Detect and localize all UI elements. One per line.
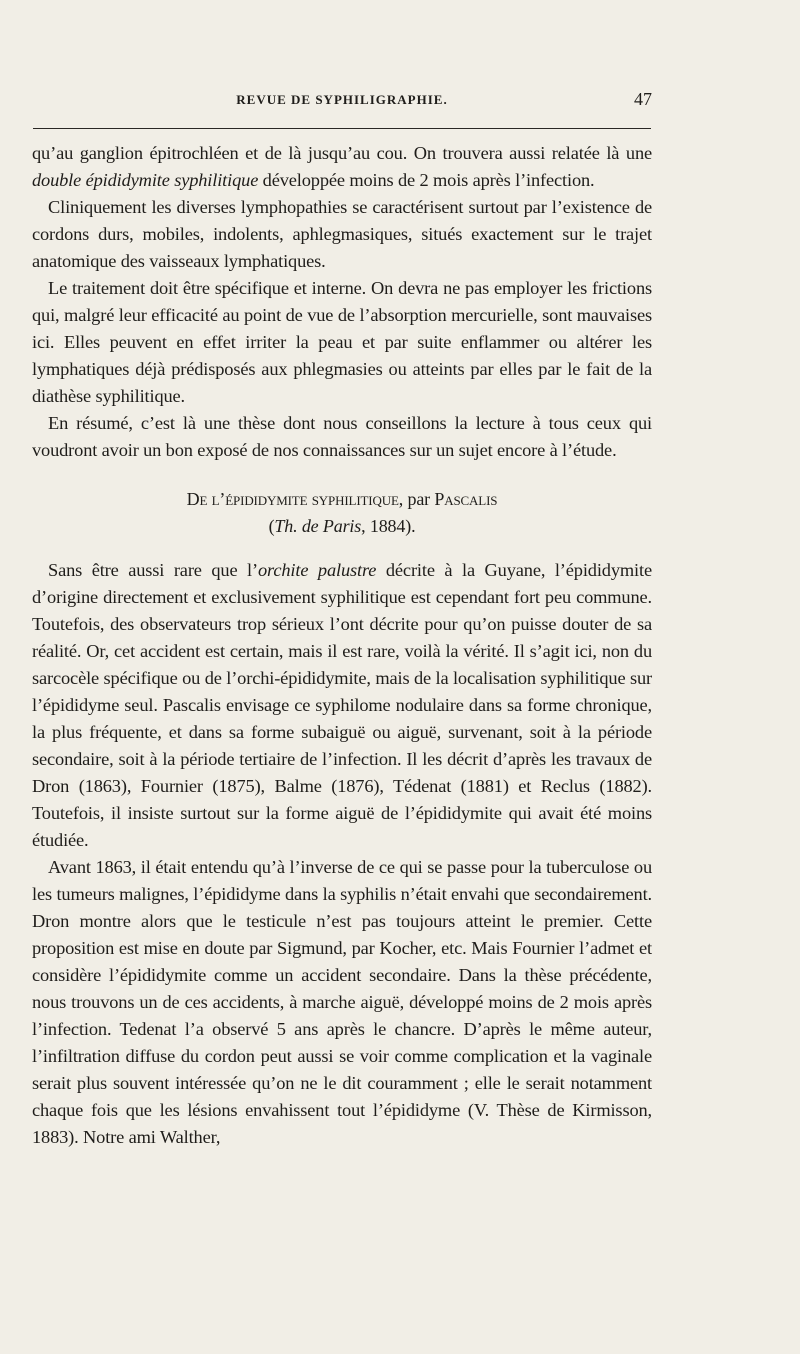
- running-title: REVUE DE SYPHILIGRAPHIE.: [236, 92, 448, 107]
- paragraph-5-text-b: décrite à la Guyane, l’épididymite d’origine directement et exclusivement syphilitique est cependant fort peu commune. Toutefois, des observateurs trop sérieux l’ont décrite pour qu’on puisse douter de sa réalité. Or, cet accident est certain, mais il est rare, voilà la vérité. Il s’agit ici, non du sarcocèle spécifique ou de l’orchi-épididymite, mais de la localisation syphilitique sur l’épididyme seul. Pascalis envisage ce syphilome nodulaire dans sa forme chronique, la plus fréquente, et dans sa forme subaiguë ou aiguë, survenant, soit à la période secondaire, soit à la période tertiaire de l’infection. Il les décrit d’après les travaux de Dron (1863), Fournier (1875), Balme (1876), Tédenat (1881) et Reclus (1882). Toutefois, il insiste surtout sur la forme aiguë de l’épididymite qui avait été moins étudiée.: [32, 560, 652, 850]
- section-title-line: [32, 486, 652, 513]
- paragraph-1: [32, 140, 652, 194]
- section-source-close: , 1884).: [361, 516, 416, 536]
- paragraph-5-text-a: Sans être aussi rare que l’: [48, 560, 258, 580]
- page-header: [32, 89, 652, 116]
- section-title-by: , par: [398, 489, 435, 509]
- paragraph-1-text-a: qu’au ganglion épitrochléen et de là jusqu’au cou. On trouvera aussi relatée là une: [32, 143, 652, 163]
- paragraph-1-emphasis: double épididymite syphilitique: [32, 170, 259, 190]
- section-author: Pascalis: [434, 489, 498, 509]
- header-rule: [33, 128, 651, 129]
- body-text: [32, 140, 652, 1151]
- paragraph-6: Avant 1863, il était entendu qu’à l’inverse de ce qui se passe pour la tuberculose ou les tumeurs malignes, l’épididyme dans la syphilis n’était envahi que secondairement. Dron montre alors que le testicule n’est pas toujours atteint le premier. Cette proposition est mise en doute par Sigmund, par Kocher, etc. Mais Fournier l’admet et considère l’épididymite comme un accident secondaire. Dans la thèse précédente, nous trouvons un de ces accidents, à marche aiguë, développé moins de 2 mois après l’infection. Tedenat l’a observé 5 ans après le chancre. D’après le même auteur, l’infiltration diffuse du cordon peut aussi se voir comme complication et la vaginale serait plus souvent intéressée qu’on ne le dit couramment ; elle le serait notamment chaque fois que les lésions envahissent tout l’épididyme (V. Thèse de Kirmisson, 1883). Notre ami Walther,: [32, 857, 652, 1147]
- paragraph-3: Le traitement doit être spécifique et interne. On devra ne pas employer les frictions qui, malgré leur efficacité au point de vue de l’absorption mercurielle, sont mauvaises ici. Elles peuvent en effet irriter la peau et par suite enflammer ou altérer les lymphatiques déjà prédisposés aux phlegmasies ou atteints par elles par le fait de la diathèse syphilitique.: [32, 278, 652, 406]
- page-number: 47: [634, 89, 652, 109]
- paragraph-5: [32, 557, 652, 854]
- section-source-open: (: [268, 516, 275, 536]
- section-title: De l’épididymite syphilitique: [186, 489, 399, 509]
- section-source-title: Th. de Paris: [274, 516, 362, 536]
- section-heading: [32, 486, 652, 540]
- section-source-line: [32, 513, 652, 540]
- paragraph-2: Cliniquement les diverses lymphopathies se caractérisent surtout par l’existence de cordons durs, mobiles, indolents, aphlegmasiques, situés exactement sur le trajet anatomique des vaisseaux lymphatiques.: [32, 197, 652, 271]
- paragraph-1-text-b: développée moins de 2 mois après l’infection.: [258, 170, 595, 190]
- paragraph-5-emphasis: orchite palustre: [257, 560, 377, 580]
- paragraph-4: En résumé, c’est là une thèse dont nous conseillons la lecture à tous ceux qui voudront avoir un bon exposé de nos connaissances sur un sujet encore à l’étude.: [32, 413, 652, 460]
